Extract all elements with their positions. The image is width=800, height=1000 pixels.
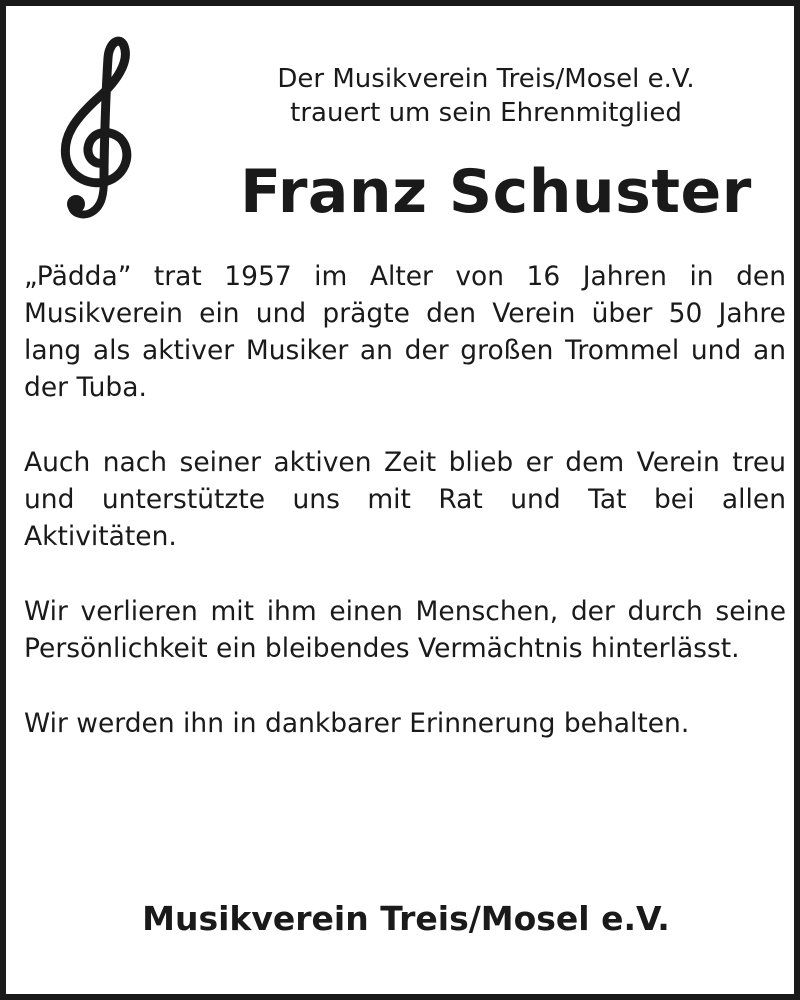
- deceased-name: Franz Schuster: [240, 157, 752, 227]
- header-line-1: Der Musikverein Treis/Mosel e.V.: [277, 64, 695, 94]
- obituary-body: [24, 258, 786, 742]
- signature-organization: Musikverein Treis/Mosel e.V.: [142, 899, 670, 938]
- header-line-2: trauert um sein Ehrenmitglied: [290, 98, 682, 128]
- paragraph-1: „Pädda” trat 1957 im Alter von 16 Jahren in den Musikverein ein und prägte den Verein über 50 Jahre lang als aktiver Musiker an der großen Trommel und an der Tuba.: [24, 261, 786, 403]
- paragraph-2: Auch nach seiner aktiven Zeit blieb er dem Verein treu und unterstützte uns mit Rat und Tat bei allen Aktivitäten.: [24, 447, 786, 552]
- treble-clef-icon: [46, 28, 146, 224]
- header: [206, 62, 766, 130]
- paragraph-3: Wir verlieren mit ihm einen Menschen, der durch seine Persönlichkeit ein bleibendes Vermächtnis hinterlässt.: [24, 596, 786, 664]
- paragraph-4: Wir werden ihn in dankbarer Erinnerung behalten.: [24, 708, 690, 739]
